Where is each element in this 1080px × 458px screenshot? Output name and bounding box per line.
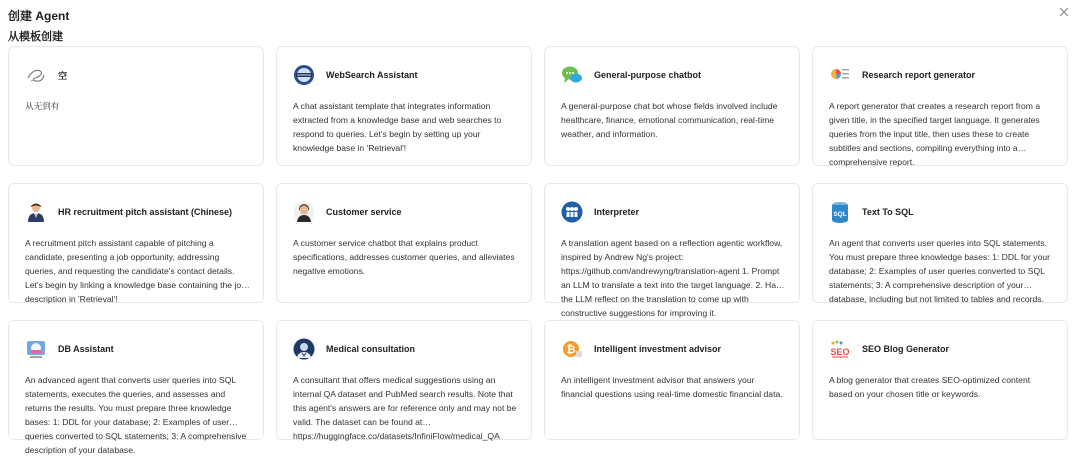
template-card-text-to-sql[interactable] <box>812 183 1068 303</box>
template-card-investment-advisor[interactable] <box>544 320 800 440</box>
template-card-medical[interactable] <box>276 320 532 440</box>
template-card-interpreter[interactable] <box>544 183 800 318</box>
template-description: A report generator that creates a research report from a given title, in the specified target language. It generates queries from the input title, then uses these to create subtitles and sections, compiling everything into a comprehensive report. <box>829 101 1041 167</box>
globe-search-icon <box>293 64 315 86</box>
sql-database-icon <box>829 201 851 223</box>
seo-icon <box>829 338 851 360</box>
chat-bubbles-icon <box>561 64 583 86</box>
template-card-hr-pitch[interactable] <box>8 183 264 303</box>
template-name: Intelligent investment advisor <box>594 344 722 354</box>
medical-icon <box>293 338 315 360</box>
template-name: Interpreter <box>594 207 640 217</box>
template-name: Research report generator <box>862 70 976 80</box>
template-name: 空 <box>58 70 68 81</box>
template-description: A consultant that offers medical suggestions using an internal QA dataset and PubMed search results. Note that this agent's answers are for reference only and may not be valid. The dataset can be found at https://huggingface.co/datasets/InfiniFlow/medical_QA <box>293 375 517 441</box>
template-description: 从无到有 <box>25 101 60 111</box>
template-name: Customer service <box>326 207 402 217</box>
scribble-icon <box>25 64 47 86</box>
template-description: An agent that converts user queries into SQL statements. You must prepare three knowledge bases: 1: DDL for your database; 2: Examples of user queries converted to SQL statements; 3: A comprehensive description of your database, including but not limited to tables and records. <box>829 238 1051 304</box>
template-name: Medical consultation <box>326 344 416 354</box>
db-assistant-icon <box>25 338 47 360</box>
close-icon[interactable] <box>1056 4 1072 20</box>
template-description: A customer service chatbot that explains product specifications, addresses customer queries, and alleviates negative emotions. <box>293 238 515 276</box>
template-description: An advanced agent that converts user queries into SQL statements, executes the queries, and assesses and returns the results. You must prepare three knowledge bases: 1: DDL for your database; 2: Examples of user queries converted to SQL statements; 3: A comprehensive description of your database. <box>25 375 247 455</box>
svg-text:₿: ₿ <box>566 344 576 356</box>
template-card-empty[interactable] <box>8 46 264 166</box>
template-name: Text To SQL <box>862 207 914 217</box>
template-description: An intelligent investment advisor that answers your financial questions using real-time domestic financial data. <box>561 375 783 399</box>
template-card-customer-service[interactable] <box>276 183 532 303</box>
svg-text:SEO: SEO <box>830 347 850 357</box>
template-description: A chat assistant template that integrates information extracted from a knowledge base and web searches to respond to queries. Let's begin by setting up your knowledge base in 'Retrieval'! <box>293 101 502 153</box>
template-card-general-chatbot[interactable] <box>544 46 800 166</box>
template-name: DB Assistant <box>58 344 114 354</box>
template-name: WebSearch Assistant <box>326 70 418 80</box>
template-name: HR recruitment pitch assistant (Chinese) <box>58 207 233 217</box>
report-icon <box>829 64 851 86</box>
template-card-seo-blog[interactable] <box>812 320 1068 440</box>
recruiter-icon <box>25 201 47 223</box>
template-card-db-assistant[interactable] <box>8 320 264 455</box>
template-description: A translation agent based on a reflection agentic workflow, inspired by Andrew Ng's project: https://github.com/andrewyng/translation-agent 1. Prompt an LLM to translate a text into the target language. 2. Have the LLM reflect on the translation to come up with constructive suggestions for improving it. <box>561 238 786 318</box>
template-name: General-purpose chatbot <box>594 70 702 80</box>
template-name: SEO Blog Generator <box>862 344 950 354</box>
section-title: 从模板创建 <box>8 31 63 43</box>
template-card-websearch[interactable] <box>276 46 532 166</box>
support-agent-icon <box>293 201 315 223</box>
bitcoin-icon <box>561 338 583 360</box>
svg-text:SQL: SQL <box>833 211 847 218</box>
template-description: A general-purpose chat bot whose fields involved include healthcare, finance, emotional communication, real-time weather, and information. <box>561 101 778 139</box>
template-description: A blog generator that creates SEO-optimized content based on your chosen title or keywords. <box>829 375 1031 399</box>
dialog-title: 创建 Agent <box>8 9 70 23</box>
template-description: A recruitment pitch assistant capable of pitching a candidate, presenting a job opportunity, addressing queries, and requesting the candidate's contact details. Let's begin by linking a knowledge base containing the job description in 'Retrieval'! <box>25 238 246 304</box>
interpreter-icon <box>561 201 583 223</box>
template-card-research-report[interactable] <box>812 46 1068 166</box>
